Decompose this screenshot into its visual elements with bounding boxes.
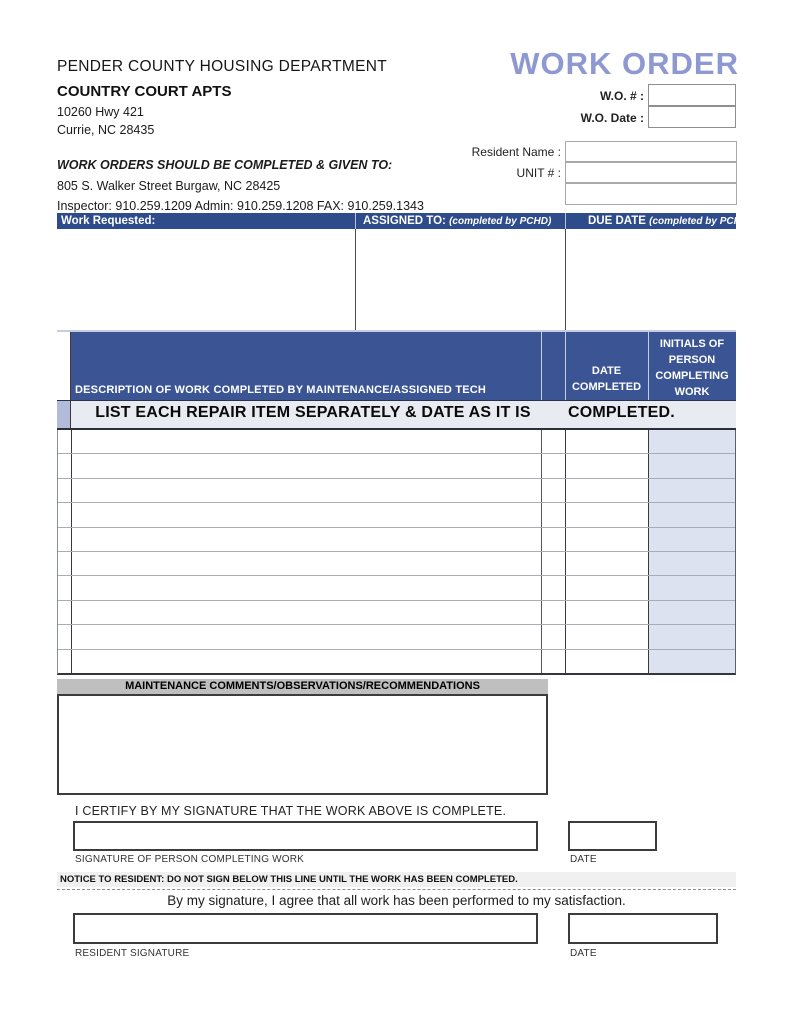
resident-signature-label: RESIDENT SIGNATURE [75, 948, 190, 959]
row-6-desc-cell[interactable] [72, 552, 542, 575]
table-row [58, 528, 735, 552]
row-4-date-cell[interactable] [566, 503, 649, 526]
property-name: COUNTRY COURT APTS [57, 83, 232, 100]
unit-number-input[interactable] [565, 162, 737, 183]
resident-name-label: Resident Name : [471, 145, 561, 159]
due-date-input[interactable] [566, 229, 736, 330]
row-3-a-cell [58, 479, 72, 502]
completing-signature-input[interactable] [73, 821, 538, 851]
banner-text-left: LIST EACH REPAIR ITEM SEPARATELY & DATE AS IT IS [95, 404, 531, 421]
row-6-date-cell[interactable] [566, 552, 649, 575]
row-4-desc-cell[interactable] [72, 503, 542, 526]
row-6-init-cell[interactable] [649, 552, 735, 575]
row-8-gap-cell[interactable] [542, 601, 566, 624]
notice-divider [57, 889, 736, 890]
work-requested-input[interactable] [57, 229, 355, 330]
narrow-banner-cell [57, 401, 71, 428]
certification-statement: I CERTIFY BY MY SIGNATURE THAT THE WORK ABOVE IS COMPLETE. [75, 804, 507, 818]
row-6-a-cell [58, 552, 72, 575]
row-1-date-cell[interactable] [566, 430, 649, 453]
office-address: 805 S. Walker Street Burgaw, NC 28425 [57, 179, 281, 193]
row-10-date-cell[interactable] [566, 650, 649, 673]
request-header-bar [57, 213, 752, 229]
table-row [58, 552, 735, 576]
row-9-gap-cell[interactable] [542, 625, 566, 648]
row-1-init-cell[interactable] [649, 430, 735, 453]
resident-name-input[interactable] [565, 141, 737, 162]
table-row [58, 479, 735, 503]
row-5-desc-cell[interactable] [72, 528, 542, 551]
table-row [58, 625, 735, 649]
row-5-gap-cell[interactable] [542, 528, 566, 551]
row-2-date-cell[interactable] [566, 454, 649, 477]
wo-date-label: W.O. Date : [580, 111, 644, 125]
assigned-to-note: (completed by PCHD) [449, 216, 552, 227]
wo-number-label: W.O. # : [599, 89, 644, 103]
row-8-date-cell[interactable] [566, 601, 649, 624]
row-8-desc-cell[interactable] [72, 601, 542, 624]
extra-input[interactable] [565, 183, 737, 205]
table-row [58, 454, 735, 478]
narrow-column-header [57, 332, 71, 402]
row-1-a-cell [58, 430, 72, 453]
row-2-gap-cell[interactable] [542, 454, 566, 477]
maintenance-comments-box[interactable] [57, 694, 548, 795]
contact-numbers: Inspector: 910.259.1209 Admin: 910.259.1208 FAX: 910.259.1343 [57, 199, 424, 213]
department-name: PENDER COUNTY HOUSING DEPARTMENT [57, 58, 387, 75]
work-requested-area[interactable] [57, 229, 736, 330]
row-5-init-cell[interactable] [649, 528, 735, 551]
due-date-label-text: DUE DATE [588, 215, 646, 227]
maintenance-comments-header: MAINTENANCE COMMENTS/OBSERVATIONS/RECOMMENDATIONS [57, 679, 548, 694]
date-completed-column-header: DATE COMPLETED [571, 365, 642, 394]
row-7-init-cell[interactable] [649, 576, 735, 599]
due-date-note: (completed by PCHD) [649, 216, 752, 227]
repair-list-banner [57, 400, 736, 430]
row-7-gap-cell[interactable] [542, 576, 566, 599]
completing-date-input[interactable] [568, 821, 657, 851]
row-4-a-cell [58, 503, 72, 526]
banner-text-right: COMPLETED. [568, 404, 675, 421]
form-title: WORK ORDER [510, 46, 739, 81]
row-9-desc-cell[interactable] [72, 625, 542, 648]
description-column-header: DESCRIPTION OF WORK COMPLETED BY MAINTENANCE/ASSIGNED TECH [75, 384, 487, 396]
resident-date-label: DATE [570, 948, 597, 959]
row-3-gap-cell[interactable] [542, 479, 566, 502]
work-table-rows [57, 430, 736, 675]
resident-date-input[interactable] [568, 913, 718, 944]
row-9-a-cell [58, 625, 72, 648]
table-row [58, 576, 735, 600]
wo-number-input[interactable] [648, 84, 736, 106]
completing-date-label: DATE [570, 854, 597, 865]
row-2-a-cell [58, 454, 72, 477]
row-10-desc-cell[interactable] [72, 650, 542, 673]
due-date-label [588, 213, 751, 229]
row-4-gap-cell[interactable] [542, 503, 566, 526]
bar-divider [565, 213, 566, 229]
header-divider [541, 332, 542, 402]
row-3-date-cell[interactable] [566, 479, 649, 502]
completing-signature-label: SIGNATURE OF PERSON COMPLETING WORK [75, 854, 305, 865]
row-10-gap-cell[interactable] [542, 650, 566, 673]
unit-number-label: UNIT # : [516, 166, 561, 180]
table-row [58, 650, 735, 673]
work-table-header [57, 330, 736, 400]
row-8-a-cell [58, 601, 72, 624]
row-1-desc-cell[interactable] [72, 430, 542, 453]
row-5-a-cell [58, 528, 72, 551]
table-row [58, 430, 735, 454]
row-2-desc-cell[interactable] [72, 454, 542, 477]
resident-notice: NOTICE TO RESIDENT: DO NOT SIGN BELOW THIS LINE UNTIL THE WORK HAS BEEN COMPLETED. [57, 872, 736, 887]
row-10-init-cell[interactable] [649, 650, 735, 673]
row-3-desc-cell[interactable] [72, 479, 542, 502]
work-requested-label: Work Requested: [61, 215, 156, 227]
row-6-gap-cell[interactable] [542, 552, 566, 575]
property-address-line1: 10260 Hwy 421 [57, 105, 144, 119]
row-9-date-cell[interactable] [566, 625, 649, 648]
row-9-init-cell[interactable] [649, 625, 735, 648]
assigned-to-input[interactable] [356, 229, 565, 330]
row-4-init-cell[interactable] [649, 503, 735, 526]
row-8-init-cell[interactable] [649, 601, 735, 624]
resident-signature-input[interactable] [73, 913, 538, 944]
row-1-gap-cell[interactable] [542, 430, 566, 453]
row-2-init-cell[interactable] [649, 454, 735, 477]
row-10-a-cell [58, 650, 72, 673]
row-5-date-cell[interactable] [566, 528, 649, 551]
initials-column-header: INITIALS OF PERSON COMPLETING WORK [655, 338, 729, 398]
resident-agreement-statement: By my signature, I agree that all work has been performed to my satisfaction. [167, 893, 626, 908]
bar-divider [355, 213, 356, 229]
row-7-a-cell [58, 576, 72, 599]
assigned-to-label-text: ASSIGNED TO: [363, 215, 446, 227]
table-row [58, 601, 735, 625]
property-address-line2: Currie, NC 28435 [57, 123, 155, 137]
give-to-instruction: WORK ORDERS SHOULD BE COMPLETED & GIVEN TO: [57, 158, 393, 172]
table-row [58, 503, 735, 527]
row-7-date-cell[interactable] [566, 576, 649, 599]
wo-date-input[interactable] [648, 106, 736, 128]
assigned-to-label [363, 213, 551, 229]
row-3-init-cell[interactable] [649, 479, 735, 502]
row-7-desc-cell[interactable] [72, 576, 542, 599]
